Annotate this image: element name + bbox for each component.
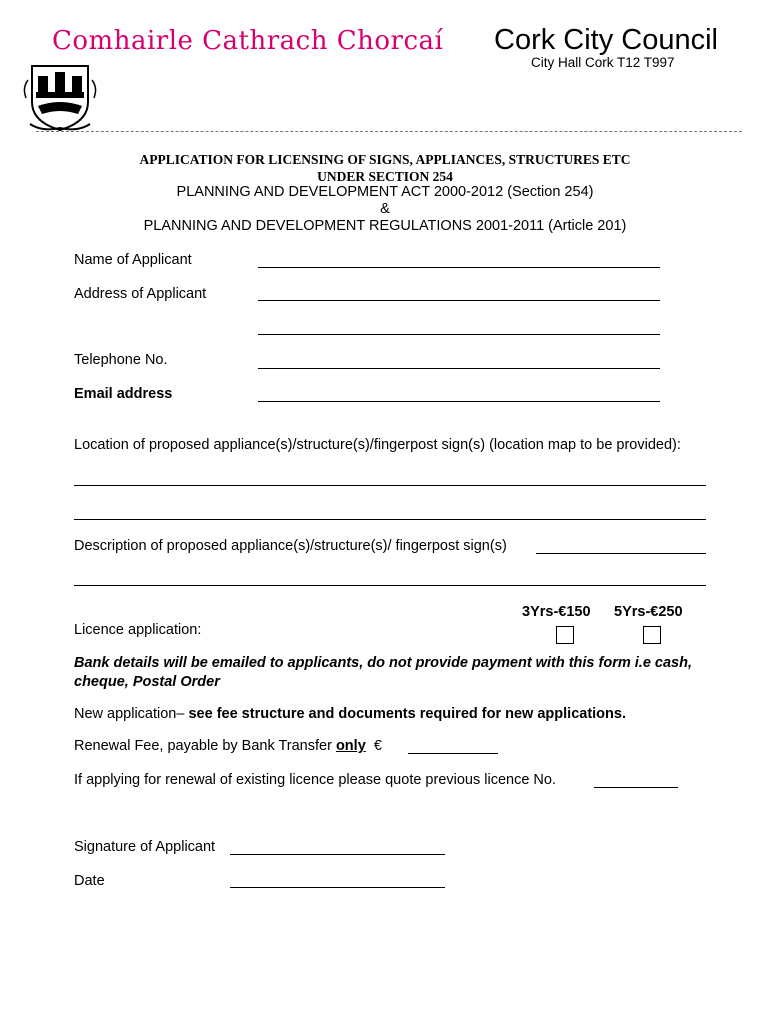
name-label: Name of Applicant [74,252,192,268]
ampersand: & [380,201,390,217]
description-field-line-1[interactable] [536,553,706,554]
address-field-line-1[interactable] [258,300,660,301]
option-3yr-label: 3Yrs-€150 [522,604,591,620]
new-application-note [74,706,626,722]
option-3yr-checkbox[interactable] [556,626,574,644]
signature-label: Signature of Applicant [74,839,216,855]
renewal-fee-note [74,738,382,754]
telephone-field[interactable] [258,368,660,369]
email-label: Email address [74,386,173,402]
signature-field[interactable] [230,854,445,855]
option-5yr-checkbox[interactable] [643,626,661,644]
regulations-reference: PLANNING AND DEVELOPMENT REGULATIONS 2001-2011 (Article 201) [143,218,627,234]
new-application-prefix: New application– [74,706,189,722]
renewal-fee-prefix: Renewal Fee, payable by Bank Transfer [74,738,336,754]
irish-council-name: Comhairle Cathrach Chorcaí [52,26,444,56]
bank-details-notice: Bank details will be emailed to applicants, do not provide payment with this form i.e cash, cheque, Postal Order [74,655,692,690]
description-field-line-2[interactable] [74,585,706,586]
date-label: Date [74,873,105,889]
name-field[interactable] [258,267,660,268]
euro-sign: € [373,738,382,754]
location-field-line-1[interactable] [74,485,706,486]
email-field[interactable] [258,401,660,402]
previous-licence-label: If applying for renewal of existing licence please quote previous licence No. [74,772,556,788]
council-address: City Hall Cork T12 T997 [531,55,675,70]
form-subtitle: UNDER SECTION 254 [317,169,453,184]
address-label: Address of Applicant [74,286,207,302]
previous-licence-field[interactable] [594,787,678,788]
licence-label: Licence application: [74,622,202,638]
telephone-label: Telephone No. [74,352,168,368]
council-crest-icon [22,58,98,136]
renewal-only: only [335,738,366,754]
option-5yr-label: 5Yrs-€250 [614,604,683,620]
description-label: Description of proposed appliance(s)/structure(s)/ fingerpost sign(s) [74,538,507,554]
council-name: Cork City Council [494,24,718,56]
date-field[interactable] [230,887,445,888]
location-field-line-2[interactable] [74,519,706,520]
new-application-bold: see fee structure and documents required for new applications. [188,706,626,722]
location-instructions: Location of proposed appliance(s)/structure(s)/fingerpost sign(s) (location map to be provided): [74,437,681,453]
form-title: APPLICATION FOR LICENSING OF SIGNS, APPLIANCES, STRUCTURES ETC [139,152,631,167]
act-reference: PLANNING AND DEVELOPMENT ACT 2000-2012 (Section 254) [176,184,594,200]
header-divider [36,131,742,132]
address-field-line-2[interactable] [258,334,660,335]
renewal-fee-field[interactable] [408,753,498,754]
